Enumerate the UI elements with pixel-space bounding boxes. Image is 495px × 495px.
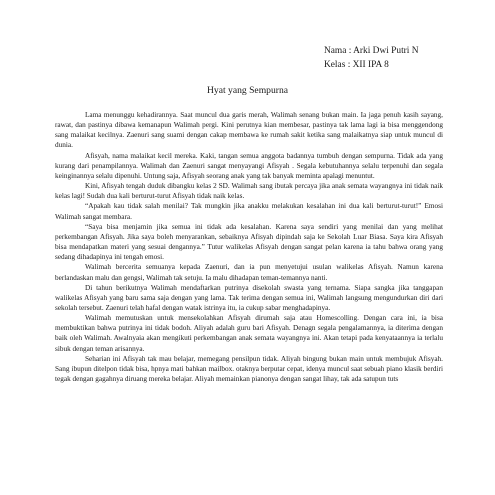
paragraph: “Saya bisa menjamin jika semua ini tidak ada kesalahan. Karena saya sendiri yang menilai dan yang melihat perkembangan Afisyah. Jika saya boleh menyarankan, sebaiknya Afisyah dipindah saja ke Sekolah Luar Biasa. Saya kira Afisyah bisa mendapatkan materi yang sesuai dengannya.” Tutur walikelas Afisyah dengan sangat pelan karena ia tahu bahwa orang yang sedang dihadapinya ini tengah emosi. xyxy=(55,222,443,262)
paragraph: Seharian ini Afisyah tak mau belajar, memegang pensilpun tidak. Aliyah bingung bukan main untuk membujuk Afisyah. Sang ibupun ditelpon tidak bisa, hpnya mati bahkan mailbox. otaknya berputar cepat, idenya muncul saat sebuah piano klasik berdiri tegak dengan gagahnya diruang mereka belajar. Aliyah memainkan pianonya dengan sangat lihay, tak ada satupun tuts xyxy=(55,354,443,384)
author-class: Kelas : XII IPA 8 xyxy=(324,60,389,70)
story-body xyxy=(55,110,443,384)
paragraph: “Apakah kau tidak salah menilai? Tak mungkin jika anakku melakukan kesalahan ini dua kali berturut-turut!” Emosi Walimah sangat membara. xyxy=(55,202,443,221)
story-title: Hyat yang Sempurna xyxy=(207,85,288,96)
paragraph: Kini, Afisyah tengah duduk dibangku kelas 2 SD. Walimah sang ibutak percaya jika anak semata wayangnya ini tidak naik kelas lagi! Sudah dua kali berturut-turut Afisyah tidak naik kelas. xyxy=(55,182,443,201)
paragraph: Walimah bercerita semuanya kepada Zaenuri, dan ia pun menyetujui usulan walikelas Afisyah. Namun karena berlandaskan malu dan gengsi, Walimah tak setuju. Ia malu dihadapan teman-temannya nanti. xyxy=(55,263,443,282)
paragraph: Walimah memutuskan untuk mensekolahkan Afisyah dirumah saja atau Homescolling. Dengan cara ini, ia bisa membuktikan bahwa putrinya ini tidak bodoh. Aliyah adalah guru bari Afisyah. Denagn segala pengalamannya, ia diterima dengan baik oleh Walimah. Awalnyaia akan mengikuti perkembangan anak semata wayangnya ini. Akan tetapi pada kenyataannya ia terlalu sibuk dengan teman arisannya. xyxy=(55,314,443,353)
paragraph: Lama menunggu kehadirannya. Saat muncul dua garis merah, Walimah senang bukan main. Ia jaga penuh kasih sayang, rawat, dan pastinya dibawa kemanapun Walimah pergi. Kini perutnya kian membesar, pastinya tak lama lagi ia bisa menggendong sang malaikat kecilnya. Zaenuri sang suami dengan cakap membawa ke rumah sakit ketika sang malaikatnya siap untuk muncul di dunia. xyxy=(55,111,443,150)
paragraph: Di tahun berikutnya Walimah mendaftarkan putrinya disekolah swasta yang ternama. Siapa sangka jika tanggapan walikelas Afisyah yang baru sama saja dengan yang lama. Tak terima dengan semua ini, Walimah langsung mengundurkan diri dari sekolah tersebut. Zaenuri telah hafal dengan watak istrinya itu, ia cukup sabar menghadapinya. xyxy=(55,283,443,312)
paragraph: Afisyah, nama malaikat kecil mereka. Kaki, tangan semua anggota badannya tumbuh dengan sempurna. Tidak ada yang kurang dari penampilannya. Walimah dan Zaenuri sangat menyayangi Afisyah . Segala kebutuhannya selalu terpenuhi dan segala keinginannya selalu dipenuhi. Untung saja, Afisyah seorang anak yang tak banyak meminta apalagi menuntut. xyxy=(55,151,443,180)
author-info xyxy=(324,44,419,72)
author-name: Nama : Arki Dwi Putri N xyxy=(324,46,419,56)
